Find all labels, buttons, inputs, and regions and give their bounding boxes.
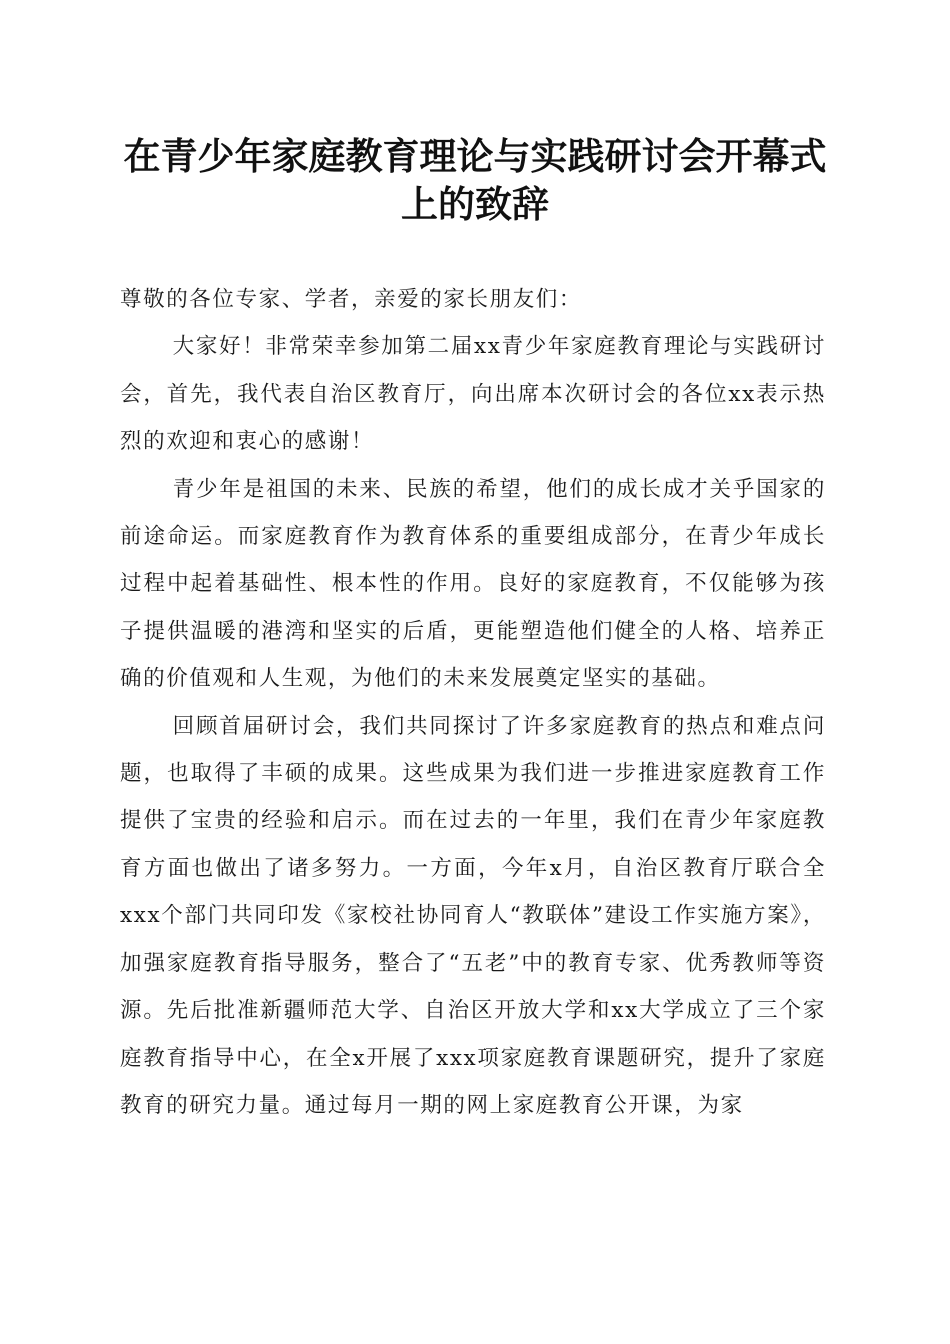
paragraph-youth-importance: 青少年是祖国的未来、民族的希望，他们的成长成才关乎国家的前途命运。而家庭教育作为教育体系的重要组成部分，在青少年成长过程中起着基础性、根本性的作用。良好的家庭教育，不仅能够为孩子提供温暖的港湾和坚实的后盾，更能塑造他们健全的人格、培养正确的价值观和人生观，为他们的未来发展奠定坚实的基础。 <box>120 476 826 692</box>
paragraph-greeting: 大家好！非常荣幸参加第二届xx青少年家庭教育理论与实践研讨会，首先，我代表自治区教育厅，向出席本次研讨会的各位xx表示热烈的欢迎和衷心的感谢！ <box>120 334 826 455</box>
salutation: 尊敬的各位专家、学者，亲爱的家长朋友们： <box>120 287 583 312</box>
document-title: 在青少年家庭教育理论与实践研讨会开幕式上的致辞 <box>123 134 827 226</box>
document-body <box>120 276 826 1129</box>
paragraph-review: 回顾首届研讨会，我们共同探讨了许多家庭教育的热点和难点问题，也取得了丰硕的成果。这些成果为我们进一步推进家庭教育工作提供了宝贵的经验和启示。而在过去的一年里，我们在青少年家庭教育方面也做出了诸多努力。一方面，今年x月，自治区教育厅联合全xxx个部门共同印发《家校社协同育人“教联体”建设工作实施方案》，加强家庭教育指导服务，整合了“五老”中的教育专家、优秀教师等资源。先后批准新疆师范大学、自治区开放大学和xx大学成立了三个家庭教育指导中心，在全x开展了xxx项家庭教育课题研究，提升了家庭教育的研究力量。通过每月一期的网上家庭教育公开课，为家 <box>120 713 826 1118</box>
